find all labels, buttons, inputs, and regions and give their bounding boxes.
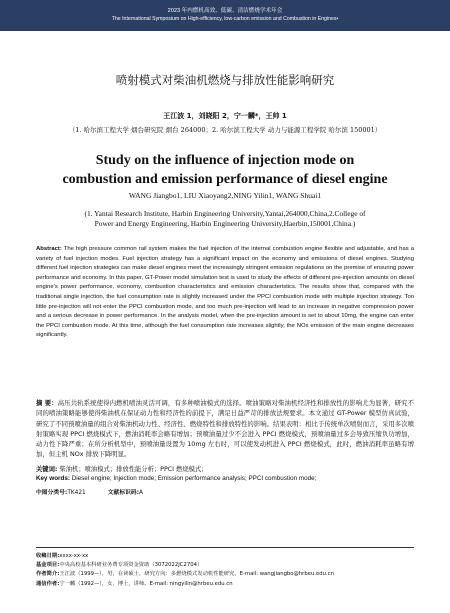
keywords-en-label: Key words: xyxy=(36,475,70,482)
doc-code-label: 文献标识码: xyxy=(107,490,140,496)
footnotes xyxy=(36,552,414,589)
abstract-cn xyxy=(36,398,414,460)
keywords-en-text: Diesel engine; Injection mode; Emission performance analysis; PPCI combustion mode; xyxy=(69,475,317,482)
footnote-author: 作者简介:王江波（1999—），男，在读硕士，研究方向：多燃烧模式发动机性能研究。E-mail: wangjiangbo@hrbeu.edu.cn xyxy=(36,571,334,578)
abstract-cn-text: 高压共轨系统使得内燃机喷油灵活可调，有多种喷油模式的选择。喷油策略对柴油机经济性和排放性的影响尤为显著，研究不同的喷油策略能够使得柴油机在保证动力性和经济性的前提下，满足日益严苛的排放法规要求。本文通过 GT-Power 模型仿真试验，研究了不同预喷油量的组合对柴油机动力性、经济性、燃烧特性和排放特性的影响。结果表明：相比于传统单次喷射而言，采用多次喷射策略实现 PPCI 燃烧模式下，燃油消耗率会略有增加；预喷油量过少不会进入 PPCI 燃烧模式，预喷油量过多会导致压缩负功增加，动力性下降严重；在所分析机型中，预喷油量设置为 10mg 左右时，可以使发动机进入 PPCI 燃烧模式，此时，燃油消耗率虽略有增加，但主机 NOx 排放下降明显。 xyxy=(36,399,414,459)
paper-title-cn: 喷射模式对柴油机燃烧与排放性能影响研究 xyxy=(115,73,335,87)
clc-label: 中图分类号: xyxy=(36,490,68,496)
affiliation-en-line1: (1. Yantai Research Institute, Harbin Engineering University,Yantai,264000,China,2.College of xyxy=(84,209,366,218)
authors-en: WANG Jiangbo1, LIU Xiaoyang2,NING Yilin1, WANG Shuai1 xyxy=(128,191,322,200)
paper-title-en xyxy=(0,151,450,189)
abstract-en-label: Abstract: xyxy=(36,246,62,252)
footnote-divider xyxy=(36,547,414,548)
keywords-cn-text: 柴油机；喷油模式；排放性能分析；PPCI 燃烧模式； xyxy=(57,466,208,473)
conference-title-en: The International Symposium on High-efficiency, low-carbon emission and Combustion in Engines• xyxy=(111,16,339,22)
footnote-received: 收稿日期:xxxx-xx-xx xyxy=(36,553,89,559)
footnote-fund: 基金项目:中央高校基本科研业务费专项资金资助（3072022JC2704） xyxy=(36,562,203,569)
keywords-en xyxy=(36,475,414,482)
paper-title-en-line2: combustion and emission performance of diesel engine xyxy=(62,172,388,187)
clc-value: TK421 xyxy=(67,490,86,496)
affiliation-en-line2: Power and Energy Engineering, Harbin Engineering University,Haerbin,150001,China.) xyxy=(94,219,356,228)
keywords-cn xyxy=(36,464,414,473)
abstract-en-text: The high pressure common rail system makes the fuel injection of the internal combustion engine flexible and adjustable, and has a variety of fuel injection modes. Fuel injection strategy has a significant impact on the economy and emissions of diesel engines. Studying different fuel injection strategies can make diesel engines meet the increasingly stringent emission regulations on the premise of ensuring power performance and economy. In this paper, GT-Power model simulation test is used to study the effects of different pre-injection amounts on diesel engine's power performance, economy, combustion characteristics and emission characteristics. The results show that, compared with the traditional single injection, the fuel consumption rate is slightly increased under the PPCI combustion mode with multiple injection strategy. Too little pre-injection will not enter the PPCI combustion mode, and too much pre-injection will lead to an increase in negative compression power and a serious decrease in power performance. In the analysis model, when the pre-injection amount is set to about 10mg, the engine can enter the PPCI combustion mode. At this time, although the fuel consumption rate increases slightly, the NOx emission of the main engine decreases significantly. xyxy=(36,246,414,339)
affiliation-cn: （1. 哈尔滨工程大学 烟台研究院 烟台 264000；2. 哈尔滨工程大学 动力与能源工程学院 哈尔滨 150001） xyxy=(68,126,382,134)
paper-title-en-line1: Study on the influence of injection mode on xyxy=(95,153,355,168)
conference-header-band xyxy=(0,0,450,31)
doc-code-value: A xyxy=(139,490,144,496)
authors-cn: 王江波 1，刘晓阳 2，宁一麟*，王帅 1 xyxy=(163,112,287,120)
keywords-cn-label: 关键词: xyxy=(36,466,58,473)
classification-line xyxy=(36,487,414,496)
footnote-corresponding: 通信作者:宁一麟（1992—），女，博士，讲师。E-mail: ningyilin@hrbeu.edu.cn xyxy=(36,580,233,587)
abstract-en xyxy=(36,245,414,341)
affiliation-en xyxy=(60,209,390,229)
conference-title-cn: 2023 年内燃机高效、低碳、清洁燃烧学术年会 xyxy=(167,8,283,14)
abstract-cn-label: 摘 要： xyxy=(36,399,58,407)
